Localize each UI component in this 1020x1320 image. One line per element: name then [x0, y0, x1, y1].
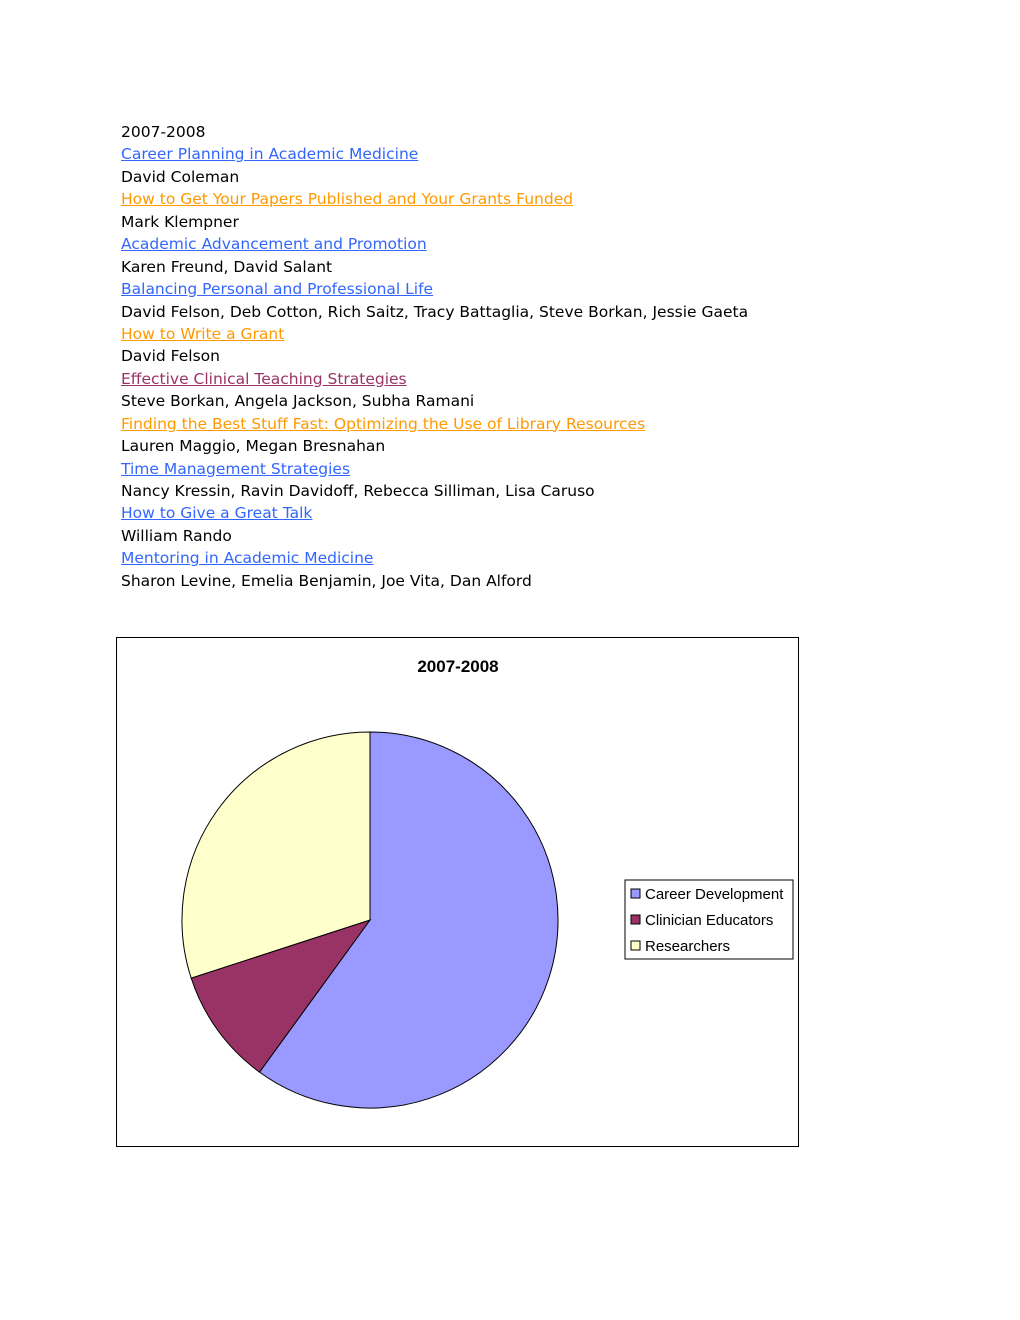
session-title-link[interactable]: Effective Clinical Teaching Strategies: [121, 369, 407, 388]
pie-chart: [116, 637, 799, 1147]
session-title-link[interactable]: How to Give a Great Talk: [121, 504, 313, 523]
session-speakers: William Rando: [121, 526, 232, 545]
pie-chart-svg: [117, 638, 798, 1146]
session-speakers: Sharon Levine, Emelia Benjamin, Joe Vita, Dan Alford: [121, 571, 532, 590]
session-speakers: Karen Freund, David Salant: [121, 257, 333, 276]
session-speakers: Steve Borkan, Angela Jackson, Subha Ramani: [121, 392, 475, 411]
legend-label: Researchers: [645, 938, 731, 955]
session-speakers: Nancy Kressin, Ravin Davidoff, Rebecca Silliman, Lisa Caruso: [121, 482, 595, 500]
chart-title: 2007-2008: [417, 657, 499, 676]
chart-legend: [625, 880, 793, 959]
session-speakers: David Felson, Deb Cotton, Rich Saitz, Tracy Battaglia, Steve Borkan, Jessie Gaeta: [121, 302, 749, 321]
session-speakers: David Felson: [121, 347, 220, 366]
legend-swatch: [631, 915, 640, 924]
session-speakers: David Coleman: [121, 167, 240, 186]
session-title-link[interactable]: Academic Advancement and Promotion: [121, 235, 427, 254]
session-speakers: Lauren Maggio, Megan Bresnahan: [121, 437, 386, 456]
session-title-link[interactable]: Balancing Personal and Professional Life: [121, 280, 434, 299]
session-title-link[interactable]: How to Write a Grant: [121, 324, 285, 343]
session-list: [121, 121, 881, 592]
pie-slices: [182, 732, 558, 1108]
session-title-link[interactable]: Career Planning in Academic Medicine: [121, 145, 419, 164]
year-heading: 2007-2008: [121, 123, 206, 141]
session-title-link[interactable]: Time Management Strategies: [121, 459, 351, 478]
legend-label: Clinician Educators: [645, 912, 774, 929]
session-speakers: Mark Klempner: [121, 212, 239, 231]
legend-label: Career Development: [645, 886, 784, 903]
session-title-link[interactable]: Finding the Best Stuff Fast: Optimizing the Use of Library Resources: [121, 414, 646, 433]
session-title-link[interactable]: Mentoring in Academic Medicine: [121, 549, 374, 568]
session-title-link[interactable]: How to Get Your Papers Published and Your Grants Funded: [121, 190, 574, 209]
legend-swatch: [631, 889, 640, 898]
legend-swatch: [631, 941, 640, 950]
